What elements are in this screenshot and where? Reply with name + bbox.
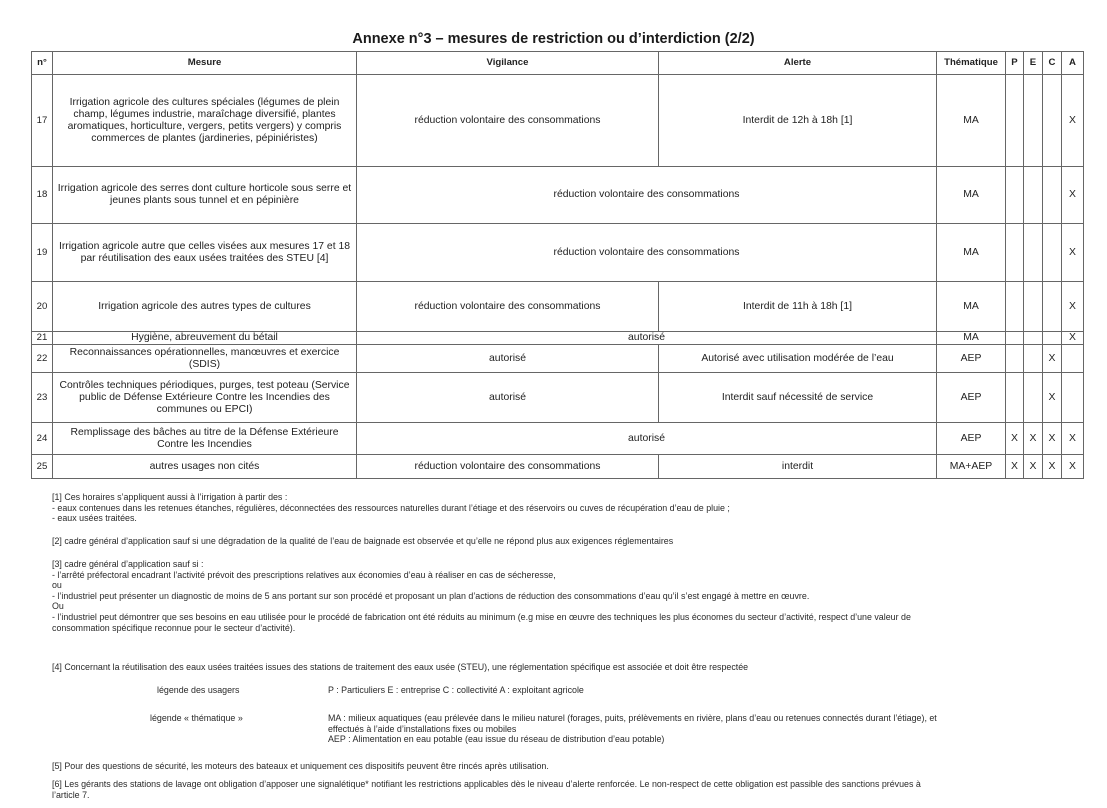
header-num: n° xyxy=(32,52,53,75)
row-vigilance: autorisé xyxy=(357,345,659,373)
row-e: X xyxy=(1024,423,1043,455)
row-alerte: Interdit de 11h à 18h [1] xyxy=(659,282,937,332)
row-p xyxy=(1006,224,1024,282)
row-mesure: autres usages non cités xyxy=(53,455,357,479)
row-c xyxy=(1043,282,1062,332)
row-mesure: Remplissage des bâches au titre de la Défense Extérieure Contre les Incendies xyxy=(53,423,357,455)
row-alerte: Autorisé avec utilisation modérée de l’eau xyxy=(659,345,937,373)
row-c: X xyxy=(1043,373,1062,423)
footnote-line: [1] Ces horaires s’appliquent aussi à l’irrigation à partir des : xyxy=(52,492,288,502)
row-e xyxy=(1024,75,1043,167)
footnote-line: consommation spécifique reconnue pour le secteur d’activité). xyxy=(52,622,296,633)
table-row xyxy=(32,455,1084,479)
header-mesure: Mesure xyxy=(53,52,357,75)
row-alerte: interdit xyxy=(659,455,937,479)
row-c: X xyxy=(1043,345,1062,373)
footnote-line: l’article 7. xyxy=(52,789,90,800)
row-a xyxy=(1062,345,1084,373)
row-num: 17 xyxy=(32,75,53,167)
footnote-2 xyxy=(52,536,673,547)
row-p xyxy=(1006,332,1024,345)
row-num: 22 xyxy=(32,345,53,373)
row-thematique: MA xyxy=(937,167,1006,224)
header-p: P xyxy=(1006,52,1024,75)
legend-usagers-label: légende des usagers xyxy=(157,685,240,695)
row-alerte: Interdit de 12h à 18h [1] xyxy=(659,75,937,167)
row-thematique: MA xyxy=(937,332,1006,345)
footnote-line: - l’industriel peut présenter un diagnostic de moins de 5 ans portant sur son procédé et proposant un plan d’actions de réduction des consommations d’eau qu’il s’est engagé à mettre en œuvre. xyxy=(52,590,810,601)
row-vigilance: réduction volontaire des consommations xyxy=(357,75,659,167)
footnote-3 xyxy=(52,559,911,633)
footnote-line: Ou xyxy=(52,601,64,612)
row-c xyxy=(1043,75,1062,167)
row-thematique: AEP xyxy=(937,423,1006,455)
row-thematique: AEP xyxy=(937,373,1006,423)
row-e xyxy=(1024,224,1043,282)
table-row xyxy=(32,332,1084,345)
row-p xyxy=(1006,75,1024,167)
row-a: X xyxy=(1062,167,1084,224)
row-thematique: AEP xyxy=(937,345,1006,373)
restrictions-table xyxy=(31,51,1084,479)
row-c xyxy=(1043,224,1062,282)
row-a: X xyxy=(1062,455,1084,479)
row-thematique: MA xyxy=(937,282,1006,332)
table-row xyxy=(32,75,1084,167)
row-e xyxy=(1024,332,1043,345)
footnote-line: [6] Les gérants des stations de lavage ont obligation d’apposer une signalétique* notifiant les restrictions applicables dès le niveau d’alerte renforcée. Le non-respect de cette obligation est passible des sanctions prévues à xyxy=(52,779,921,789)
table-row xyxy=(32,373,1084,423)
footnote-line: [3] cadre général d’application sauf si : xyxy=(52,559,204,569)
footnote-line: [4] Concernant la réutilisation des eaux usées traitées issues des stations de traitement des eaux usée (STEU), une réglementation spécifique est associée et doit être respectée xyxy=(52,662,749,672)
row-thematique: MA xyxy=(937,75,1006,167)
table-row xyxy=(32,423,1084,455)
row-vigilance: réduction volontaire des consommations xyxy=(357,455,659,479)
row-num: 20 xyxy=(32,282,53,332)
page-title: Annexe n°3 – mesures de restriction ou d’interdiction (2/2) xyxy=(352,31,755,47)
row-mesure: Irrigation agricole des serres dont culture horticole sous serre et jeunes plants sous tunnel et en pépinière xyxy=(53,167,357,224)
row-a: X xyxy=(1062,224,1084,282)
footnote-line: - eaux usées traitées. xyxy=(52,513,137,524)
footnote-6 xyxy=(52,779,1087,800)
row-c: X xyxy=(1043,455,1062,479)
row-mesure: Irrigation agricole des cultures spéciales (légumes de plein champ, légumes industrie, maraîchage diversifié, plantes aromatiques, horticulture, vergers, petits vergers) y compris commerces de plantes (jardineries, pépiniéristes) xyxy=(53,75,357,167)
table-row xyxy=(32,345,1084,373)
table-row xyxy=(32,167,1084,224)
legend-line: MA : milieux aquatiques (eau prélevée dans le milieu naturel (forages, puits, prélèvements en rivière, plans d’eau ou retenues connectés durant l’étiage), et xyxy=(328,713,937,723)
row-p xyxy=(1006,167,1024,224)
row-merged-measure: autorisé xyxy=(357,423,937,455)
row-merged-measure: réduction volontaire des consommations xyxy=(357,167,937,224)
row-a xyxy=(1062,373,1084,423)
legend-thematique-label: légende « thématique » xyxy=(150,713,243,723)
row-num: 23 xyxy=(32,373,53,423)
row-num: 19 xyxy=(32,224,53,282)
row-e xyxy=(1024,345,1043,373)
row-p: X xyxy=(1006,455,1024,479)
header-thematique: Thématique xyxy=(937,52,1006,75)
row-c xyxy=(1043,167,1062,224)
row-c: X xyxy=(1043,423,1062,455)
footnote-line: ou xyxy=(52,580,62,591)
footnote-4 xyxy=(52,662,748,673)
header-c: C xyxy=(1043,52,1062,75)
table-row xyxy=(32,224,1084,282)
footnote-line: [2] cadre général d’application sauf si une dégradation de la qualité de l’eau de baignade est observée et qu’elle ne répond plus aux exigences réglementaires xyxy=(52,536,674,546)
row-num: 24 xyxy=(32,423,53,455)
footnote-line: - eaux contenues dans les retenues étanches, régulières, déconnectées des ressources naturelles durant l’étiage et des réservoirs ou cuves de récupération d’eau de pluie ; xyxy=(52,502,730,513)
row-thematique: MA+AEP xyxy=(937,455,1006,479)
row-e: X xyxy=(1024,455,1043,479)
legend-usagers-value: P : Particuliers E : entreprise C : collectivité A : exploitant agricole xyxy=(328,685,584,695)
row-alerte: Interdit sauf nécessité de service xyxy=(659,373,937,423)
row-p xyxy=(1006,373,1024,423)
legend-line: AEP : Alimentation en eau potable (eau issue du réseau de distribution d’eau potable) xyxy=(328,734,665,745)
header-e: E xyxy=(1024,52,1043,75)
row-e xyxy=(1024,373,1043,423)
row-mesure: Irrigation agricole des autres types de cultures xyxy=(53,282,357,332)
row-num: 21 xyxy=(32,332,53,345)
row-a: X xyxy=(1062,332,1084,345)
row-p: X xyxy=(1006,423,1024,455)
header-vigilance: Vigilance xyxy=(357,52,659,75)
row-thematique: MA xyxy=(937,224,1006,282)
row-merged-measure: autorisé xyxy=(357,332,937,345)
row-e xyxy=(1024,282,1043,332)
row-e xyxy=(1024,167,1043,224)
legend-line: effectués à l’aide d’installations fixes ou mobiles xyxy=(328,723,517,734)
row-c xyxy=(1043,332,1062,345)
footnote-line: - l’industriel peut démontrer que ses besoins en eau utilisée pour le procédé de fabrication ont été réduits au minimum (e.g mise en œuvre des techniques les plus économes du secteur d’activité, respect d’une valeur de xyxy=(52,611,911,622)
footnote-line: - l’arrêté préfectoral encadrant l’activité prévoit des prescriptions relatives aux économies d’eau à réaliser en cas de sécheresse, xyxy=(52,569,556,580)
row-mesure: Reconnaissances opérationnelles, manœuvres et exercice (SDIS) xyxy=(53,345,357,373)
row-p xyxy=(1006,282,1024,332)
row-p xyxy=(1006,345,1024,373)
footnote-1 xyxy=(52,492,730,524)
row-vigilance: réduction volontaire des consommations xyxy=(357,282,659,332)
footnote-5: [5] Pour des questions de sécurité, les moteurs des bateaux et uniquement ces dispositifs peuvent être rincés après utilisation. xyxy=(52,761,549,771)
row-mesure: Hygiène, abreuvement du bétail xyxy=(53,332,357,345)
row-merged-measure: réduction volontaire des consommations xyxy=(357,224,937,282)
row-a: X xyxy=(1062,423,1084,455)
row-num: 18 xyxy=(32,167,53,224)
table-header-row xyxy=(32,52,1084,75)
legend-thematique-value xyxy=(328,713,1068,745)
row-a: X xyxy=(1062,75,1084,167)
table-row xyxy=(32,282,1084,332)
header-alerte: Alerte xyxy=(659,52,937,75)
row-mesure: Contrôles techniques périodiques, purges, test poteau (Service public de Défense Extérieure Contre les Incendies des communes ou EPCI) xyxy=(53,373,357,423)
row-mesure: Irrigation agricole autre que celles visées aux mesures 17 et 18 par réutilisation des eaux usées traitées des STEU [4] xyxy=(53,224,357,282)
row-num: 25 xyxy=(32,455,53,479)
row-vigilance: autorisé xyxy=(357,373,659,423)
row-a: X xyxy=(1062,282,1084,332)
header-a: A xyxy=(1062,52,1084,75)
